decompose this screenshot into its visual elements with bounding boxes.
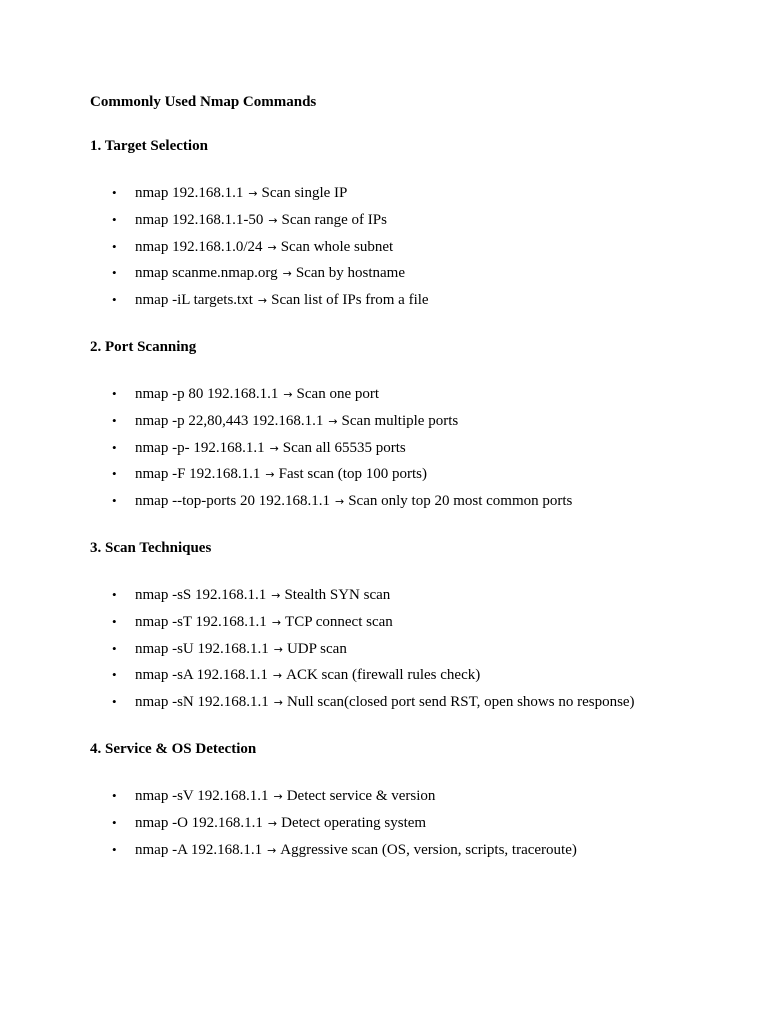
bullet-icon: • <box>112 385 117 401</box>
command-description: Scan range of IPs <box>281 211 387 228</box>
command-text: nmap -sU 192.168.1.1 <box>135 640 269 657</box>
command-description: Scan whole subnet <box>280 238 394 255</box>
list-item <box>90 488 768 515</box>
command-list <box>90 381 768 515</box>
arrow-right-icon: → <box>267 240 277 254</box>
command-description: Scan one port <box>296 385 380 402</box>
command-list <box>90 582 768 716</box>
arrow-right-icon: → <box>257 294 268 308</box>
command-description: TCP connect scan <box>285 613 393 630</box>
section <box>90 135 768 314</box>
command-text: nmap -O 192.168.1.1 <box>135 814 263 831</box>
bullet-icon: • <box>112 787 117 803</box>
command-text: nmap --top-ports 20 192.168.1.1 <box>135 493 330 510</box>
command-description: Null scan(closed port send RST, open shows no response) <box>286 694 635 711</box>
section <box>90 537 768 716</box>
command-text: nmap scanme.nmap.org <box>135 265 278 282</box>
bullet-icon: • <box>112 439 117 455</box>
command-text: nmap -sT 192.168.1.1 <box>135 613 267 630</box>
document-title: Commonly Used Nmap Commands <box>90 94 317 110</box>
arrow-right-icon: → <box>283 387 293 401</box>
list-item <box>90 609 768 636</box>
command-list <box>90 180 768 314</box>
arrow-right-icon: → <box>273 696 283 710</box>
bullet-icon: • <box>112 586 117 602</box>
bullet-icon: • <box>112 265 117 281</box>
command-text: nmap -F 192.168.1.1 <box>135 466 261 483</box>
command-text: nmap -sN 192.168.1.1 <box>135 694 269 711</box>
bullet-icon: • <box>112 292 117 308</box>
command-description: UDP scan <box>286 640 347 657</box>
command-text: nmap -p 80 192.168.1.1 <box>135 385 279 402</box>
command-description: Detect operating system <box>281 814 427 831</box>
section-heading: 3. Scan Techniques <box>90 539 212 556</box>
list-item <box>90 636 768 663</box>
command-text: nmap -A 192.168.1.1 <box>135 841 263 858</box>
command-description: Scan multiple ports <box>341 412 459 429</box>
command-text: nmap -p 22,80,443 192.168.1.1 <box>135 412 324 429</box>
arrow-right-icon: → <box>267 816 278 830</box>
list-item <box>90 408 768 435</box>
section <box>90 738 768 863</box>
command-description: Scan single IP <box>261 185 348 201</box>
list-item <box>90 662 768 689</box>
list-item <box>90 180 768 207</box>
bullet-icon: • <box>112 211 117 227</box>
arrow-right-icon: → <box>271 588 281 602</box>
bullet-icon: • <box>112 667 117 683</box>
command-description: Detect service & version <box>286 787 436 804</box>
arrow-right-icon: → <box>272 669 283 683</box>
command-text: nmap -sV 192.168.1.1 <box>135 787 269 804</box>
command-text: nmap 192.168.1.0/24 <box>135 238 263 255</box>
section-heading: 1. Target Selection <box>90 138 208 154</box>
command-description: Fast scan (top 100 ports) <box>278 466 427 483</box>
list-item <box>90 783 768 810</box>
arrow-right-icon: → <box>248 187 258 200</box>
arrow-right-icon: → <box>271 615 282 629</box>
bullet-icon: • <box>112 814 117 830</box>
bullet-icon: • <box>112 613 117 629</box>
section-heading: 2. Port Scanning <box>90 338 197 355</box>
list-item <box>90 381 768 408</box>
command-description: Scan list of IPs from a file <box>271 292 429 309</box>
list-item <box>90 582 768 609</box>
command-description: Aggressive scan (OS, version, scripts, traceroute) <box>280 841 577 858</box>
list-item <box>90 287 768 314</box>
bullet-icon: • <box>112 640 117 656</box>
arrow-right-icon: → <box>273 642 283 656</box>
bullet-icon: • <box>112 493 117 509</box>
command-text: nmap 192.168.1.1-50 <box>135 211 264 228</box>
command-text: nmap -iL targets.txt <box>135 292 253 309</box>
arrow-right-icon: → <box>268 213 278 227</box>
bullet-icon: • <box>112 466 117 482</box>
list-item <box>90 435 768 462</box>
command-description: Scan all 65535 ports <box>282 439 406 456</box>
list-item <box>90 234 768 261</box>
command-text: nmap -p- 192.168.1.1 <box>135 439 265 456</box>
command-text: nmap -sS 192.168.1.1 <box>135 586 267 603</box>
command-text: nmap -sA 192.168.1.1 <box>135 667 268 684</box>
arrow-right-icon: → <box>328 414 338 428</box>
list-item <box>90 207 768 234</box>
arrow-right-icon: → <box>269 441 279 455</box>
arrow-right-icon: → <box>334 495 345 509</box>
section <box>90 336 768 515</box>
bullet-icon: • <box>112 412 117 428</box>
arrow-right-icon: → <box>267 843 277 857</box>
bullet-icon: • <box>112 841 117 857</box>
command-description: Stealth SYN scan <box>284 586 391 603</box>
command-list <box>90 783 768 863</box>
command-description: Scan by hostname <box>295 265 405 282</box>
sections-container <box>90 135 768 863</box>
arrow-right-icon: → <box>273 789 283 803</box>
section-heading: 4. Service & OS Detection <box>90 740 257 757</box>
bullet-icon: • <box>112 238 117 254</box>
list-item <box>90 837 768 864</box>
command-description: Scan only top 20 most common ports <box>348 493 573 510</box>
bullet-icon: • <box>112 694 117 710</box>
list-item <box>90 689 768 716</box>
arrow-right-icon: → <box>265 468 275 482</box>
command-description: ACK scan (firewall rules check) <box>286 667 481 684</box>
bullet-icon: • <box>112 185 117 200</box>
arrow-right-icon: → <box>282 267 292 281</box>
list-item <box>90 260 768 287</box>
command-text: nmap 192.168.1.1 <box>135 185 244 201</box>
list-item <box>90 810 768 837</box>
list-item <box>90 461 768 488</box>
